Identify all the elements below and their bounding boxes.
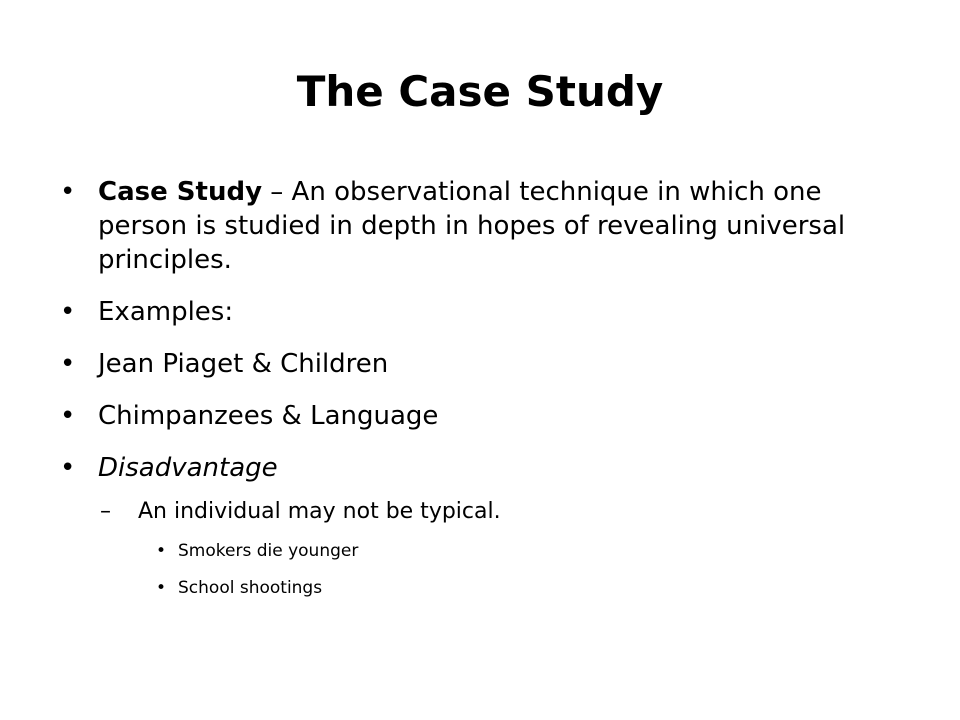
bullet-icon: • — [60, 297, 76, 327]
bullet-icon: • — [156, 541, 167, 561]
item-text: School shootings — [178, 578, 323, 598]
bullet-icon: • — [60, 401, 76, 431]
item-text: Chimpanzees & Language — [98, 401, 439, 431]
bullet-icon: • — [60, 349, 76, 379]
slide-content — [60, 175, 880, 613]
bullet-item-case-study — [60, 175, 880, 277]
term-label: Case Study — [98, 177, 263, 207]
sub-sub-item-shootings — [60, 576, 880, 600]
sub-item-atypical — [60, 497, 880, 527]
item-text: An individual may not be typical. — [138, 499, 501, 524]
bullet-item-examples — [60, 295, 880, 329]
slide-title: The Case Study — [296, 67, 664, 116]
bullet-item-chimpanzees — [60, 399, 880, 433]
bullet-item-disadvantage — [60, 451, 880, 485]
item-text: Jean Piaget & Children — [98, 349, 389, 379]
sub-sub-item-smokers — [60, 539, 880, 563]
item-text: Disadvantage — [98, 453, 278, 483]
definition-text: – An observational technique in which one person is studied in depth in hopes of revealing universal principles. — [98, 177, 846, 275]
bullet-icon: • — [60, 177, 76, 207]
bullet-icon: • — [60, 453, 76, 483]
item-text: Smokers die younger — [178, 541, 359, 561]
bullet-icon: • — [156, 578, 167, 598]
dash-icon: – — [100, 499, 111, 524]
item-text: Examples: — [98, 297, 234, 327]
bullet-item-piaget — [60, 347, 880, 381]
